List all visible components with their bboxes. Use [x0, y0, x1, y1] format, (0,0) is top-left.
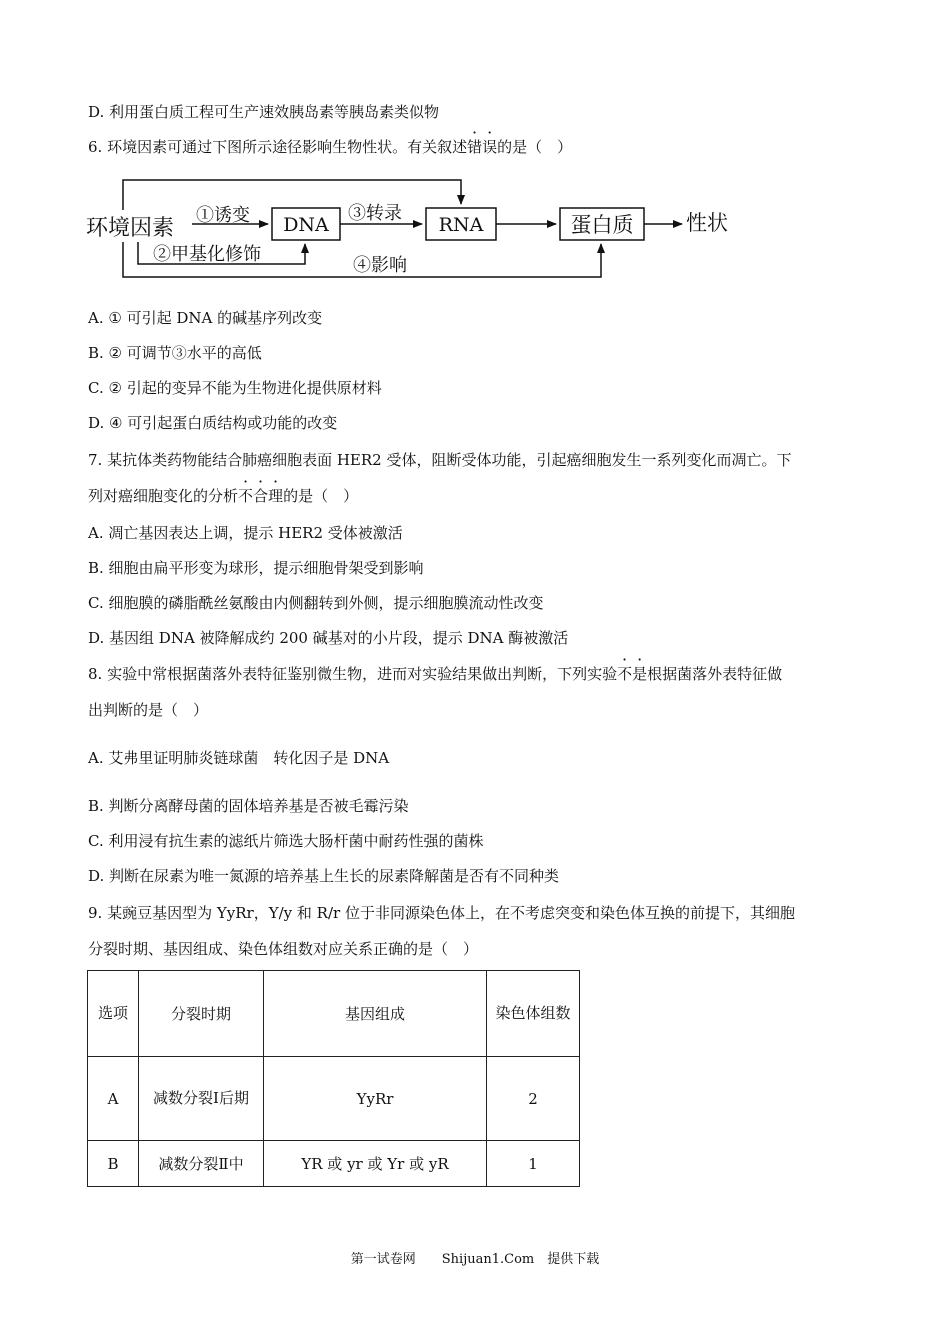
q6-option-b: B. ② 可调节③水平的高低	[88, 344, 262, 362]
q8-stem-line2: 出判断的是（ ）	[88, 701, 209, 719]
row-a-sets: 2	[487, 1057, 580, 1141]
q8-option-b: B. 判断分离酵母菌的固体培养基是否被毛霉污染	[88, 797, 409, 815]
dna-label: DNA	[283, 214, 329, 236]
row-a-option: A	[88, 1057, 139, 1141]
q9-stem-line2: 分裂时期、基因组成、染色体组数对应关系正确的是（ ）	[88, 940, 479, 958]
page-footer: 第一试卷网 Shijuan1.Com 提供下载	[350, 1252, 600, 1267]
q7-option-b: B. 细胞由扁平形变为球形，提示细胞骨架受到影响	[88, 559, 424, 577]
q8-option-d: D. 判断在尿素为唯一氮源的培养基上生长的尿素降解菌是否有不同种类	[88, 867, 560, 885]
header-genotype: 基因组成	[264, 971, 487, 1057]
header-phase: 分裂时期	[139, 971, 264, 1057]
header-chromosome-sets: 染色体组数	[487, 971, 580, 1057]
row-b-sets: 1	[487, 1141, 580, 1187]
label-transcription: ③转录	[348, 203, 402, 224]
arrow-env-to-rna	[123, 180, 461, 210]
q8-option-c: C. 利用浸有抗生素的滤纸片筛选大肠杆菌中耐药性强的菌株	[88, 832, 484, 850]
q9-stem-line1: 9. 某豌豆基因型为 YyRr，Y/y 和 R/r 位于非同源染色体上，在不考虑突变和染色体互换的前提下，其细胞	[88, 904, 795, 922]
q8-stem-line1: 8. 实验中常根据菌落外表特征鉴别微生物，进而对实验结果做出判断，下列实验不是根据菌落外表特征做	[88, 665, 783, 683]
q7-stem-line1: 7. 某抗体类药物能结合肺癌细胞表面 HER2 受体，阻断受体功能，引起癌细胞发生一系列变化而凋亡。下	[88, 451, 792, 469]
q5-option-d: D. 利用蛋白质工程可生产速效胰岛素等胰岛素类似物	[88, 103, 440, 121]
q8-option-a: A. 艾弗里证明肺炎链球菌 转化因子是 DNA	[88, 749, 390, 767]
q7-option-c: C. 细胞膜的磷脂酰丝氨酸由内侧翻转到外侧，提示细胞膜流动性改变	[88, 594, 544, 612]
table-header-row	[88, 971, 580, 1057]
trait-label: 性状	[686, 211, 728, 235]
env-label: 环境因素	[86, 216, 175, 241]
q9-options-table	[87, 970, 580, 1187]
label-methylation: ②甲基化修饰	[153, 244, 261, 265]
label-influence: ④影响	[353, 255, 407, 276]
q7-stem-line2: 列对癌细胞变化的分析不合理的是（ ）	[88, 487, 359, 505]
label-mutation: ①诱变	[196, 205, 250, 226]
row-b-phase: 减数分裂Ⅱ中	[139, 1141, 264, 1187]
q6-stem: 6. 环境因素可通过下图所示途径影响生物性状。有关叙述错误的是（ ）	[88, 138, 573, 156]
rna-label: RNA	[438, 214, 484, 236]
table-row	[88, 1057, 580, 1141]
table-row	[88, 1141, 580, 1187]
protein-label: 蛋白质	[570, 213, 634, 237]
header-option: 选项	[88, 971, 139, 1057]
row-b-genotype: YR 或 yr 或 Yr 或 yR	[264, 1141, 487, 1187]
q6-option-a: A. ① 可引起 DNA 的碱基序列改变	[88, 309, 323, 327]
q6-pathway-diagram	[86, 172, 746, 282]
q6-option-c: C. ② 引起的变异不能为生物进化提供原材料	[88, 379, 382, 397]
q7-option-d: D. 基因组 DNA 被降解成约 200 碱基对的小片段，提示 DNA 酶被激活	[88, 629, 569, 647]
row-a-phase: 减数分裂Ⅰ后期	[139, 1057, 264, 1141]
q6-option-d: D. ④ 可引起蛋白质结构或功能的改变	[88, 414, 338, 432]
q7-option-a: A. 凋亡基因表达上调，提示 HER2 受体被激活	[88, 524, 403, 542]
row-a-genotype: YyRr	[264, 1057, 487, 1141]
row-b-option: B	[88, 1141, 139, 1187]
